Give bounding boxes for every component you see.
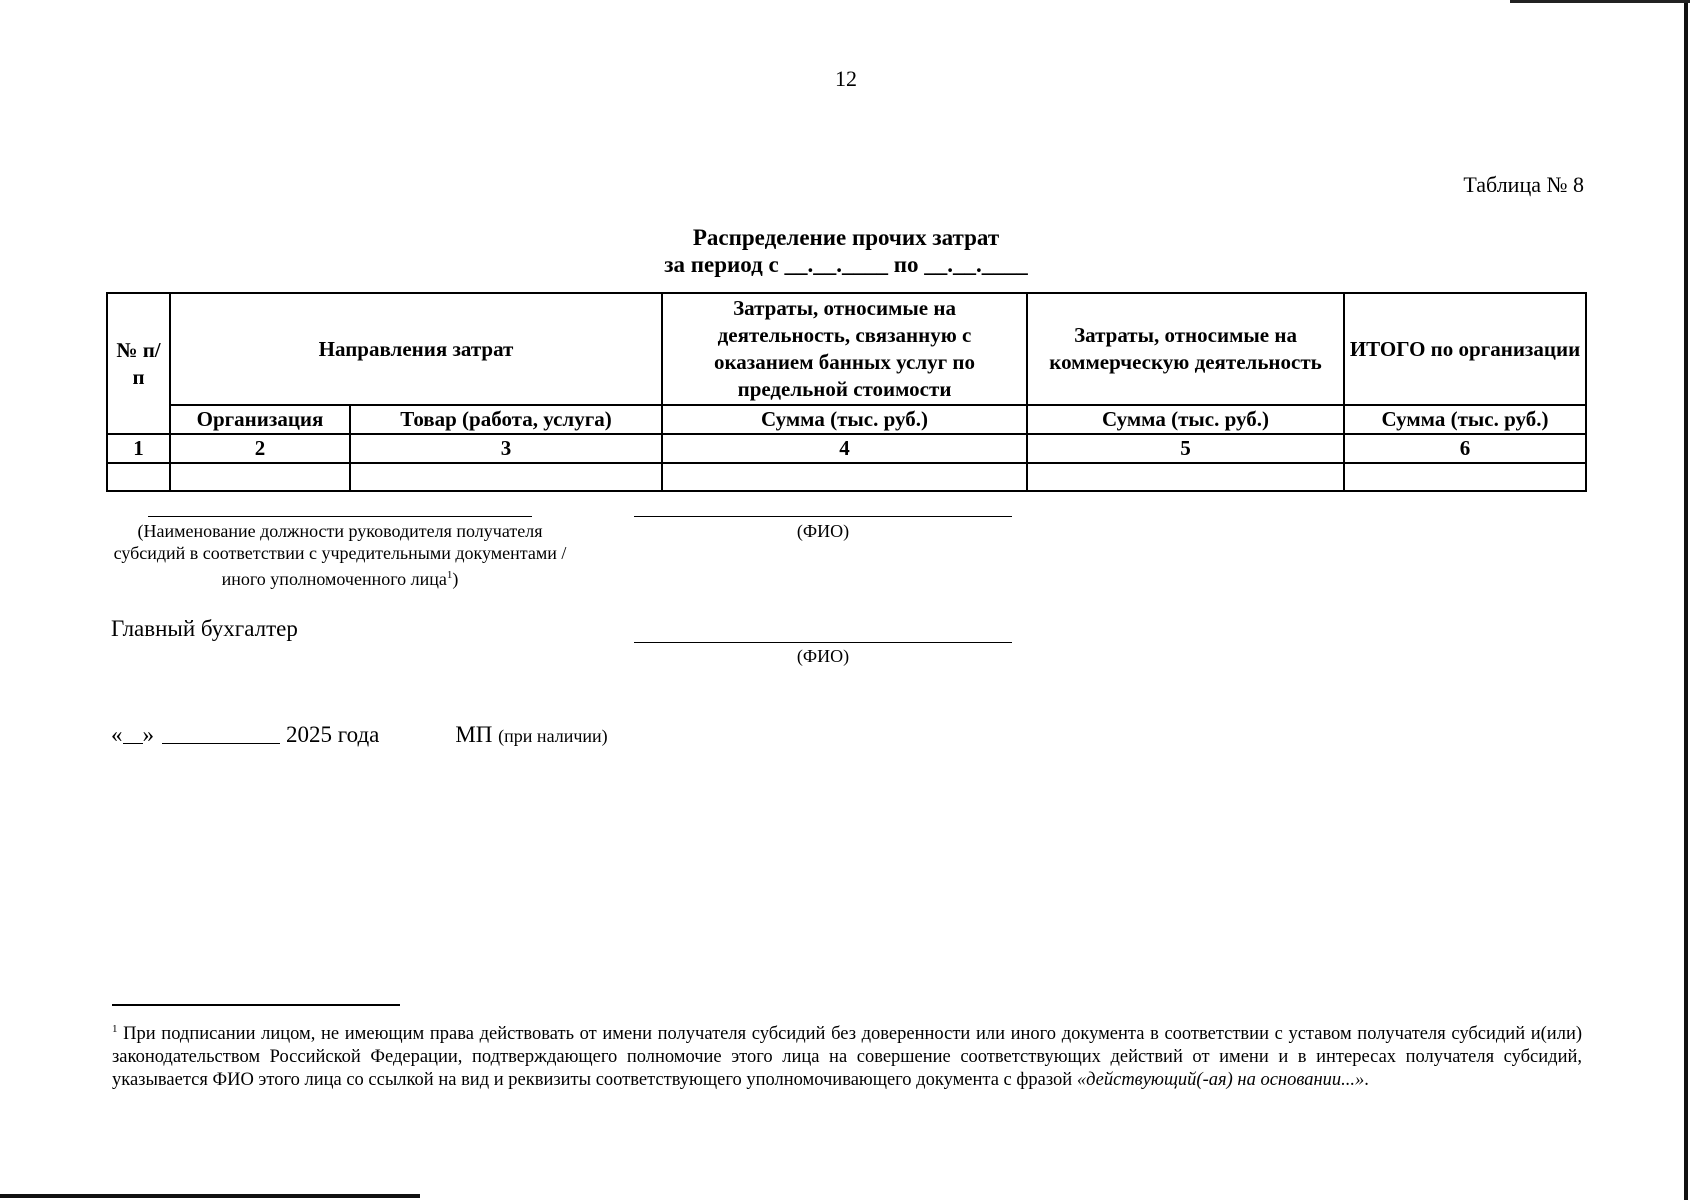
fio-signature-line — [634, 516, 1012, 517]
month-blank[interactable] — [162, 725, 280, 744]
position-caption-close: ) — [452, 569, 459, 589]
column-number: 4 — [662, 434, 1027, 463]
chief-accountant-signature-line — [634, 642, 1012, 643]
subheader-organization: Организация — [170, 405, 350, 434]
table-cell[interactable] — [170, 463, 350, 491]
footnote-reference: 1 — [446, 569, 453, 581]
title-period: за период с __.__.____ по __.__.____ — [664, 252, 1028, 277]
table-cell[interactable] — [107, 463, 170, 491]
chief-accountant-label: Главный бухгалтер — [111, 616, 298, 641]
footnote-mark: 1 — [112, 1023, 118, 1035]
table-header-row — [107, 293, 1586, 405]
header-commercial-costs: Затраты, относимые на коммерческую деятельность — [1027, 293, 1344, 405]
date-line — [111, 722, 791, 748]
header-num: № п/п — [107, 293, 170, 434]
header-total: ИТОГО по организации — [1344, 293, 1586, 405]
scan-edge-bottom — [0, 1194, 420, 1198]
footnote-text: При подписании лицом, не имеющим права действовать от имени получателя субсидий без доверенности или иного документа в соответствии с уставом получателя субсидий и(или) законодательством Российской Федерации, подтверждающего полномочие этого лица на совершение соответствующих действий от имени и в интересах получателя субсидий, указывается ФИО этого лица со ссылкой на вид и реквизиты соответствующего уполномочивающего документа с фразой — [112, 1024, 1582, 1091]
position-signature-line — [148, 516, 532, 517]
cost-distribution-table — [106, 292, 1587, 492]
subheader-sum-commercial: Сумма (тыс. руб.) — [1027, 405, 1344, 434]
footnote-end: . — [1364, 1070, 1369, 1091]
table-subheader-row — [107, 405, 1586, 434]
footnote — [112, 1018, 1582, 1092]
document-title — [0, 224, 1692, 278]
position-caption-text: (Наименование должности руководителя получателя субсидий в соответствии с учредительными документами / иного уполномоченного лица — [113, 521, 567, 589]
date-quote-open: « — [111, 722, 123, 747]
scan-edge-right — [1684, 0, 1688, 1200]
year-text: 2025 года — [286, 722, 380, 747]
subheader-sum-total: Сумма (тыс. руб.) — [1344, 405, 1586, 434]
column-number: 3 — [350, 434, 662, 463]
position-caption — [108, 520, 572, 590]
table-cell[interactable] — [1344, 463, 1586, 491]
table-number: Таблица № 8 — [1463, 172, 1584, 197]
subheader-sum-bath: Сумма (тыс. руб.) — [662, 405, 1027, 434]
chief-accountant-fio-caption: (ФИО) — [796, 646, 850, 666]
column-number: 2 — [170, 434, 350, 463]
column-number-row — [107, 434, 1586, 463]
header-bath-costs: Затраты, относимые на деятельность, связанную с оказанием банных услуг по предельной стоимости — [662, 293, 1027, 405]
subheader-goods: Товар (работа, услуга) — [350, 405, 662, 434]
page-number: 12 — [835, 66, 857, 91]
column-number: 1 — [107, 434, 170, 463]
column-number: 6 — [1344, 434, 1586, 463]
header-directions: Направления затрат — [170, 293, 662, 405]
stamp-note: (при наличии) — [498, 726, 608, 746]
table-row — [107, 463, 1586, 491]
day-blank[interactable] — [123, 725, 143, 744]
table-cell[interactable] — [1027, 463, 1344, 491]
stamp-label: МП — [455, 722, 493, 747]
table-cell[interactable] — [350, 463, 662, 491]
table-cell[interactable] — [662, 463, 1027, 491]
column-number: 5 — [1027, 434, 1344, 463]
date-quote-close: » — [142, 722, 154, 747]
footnote-separator — [112, 1004, 400, 1006]
footnote-italic-phrase: «действующий(-ая) на основании...» — [1076, 1070, 1365, 1091]
fio-caption: (ФИО) — [796, 521, 850, 541]
title-line-1: Распределение прочих затрат — [692, 225, 1000, 250]
scan-edge-top — [1510, 0, 1690, 3]
